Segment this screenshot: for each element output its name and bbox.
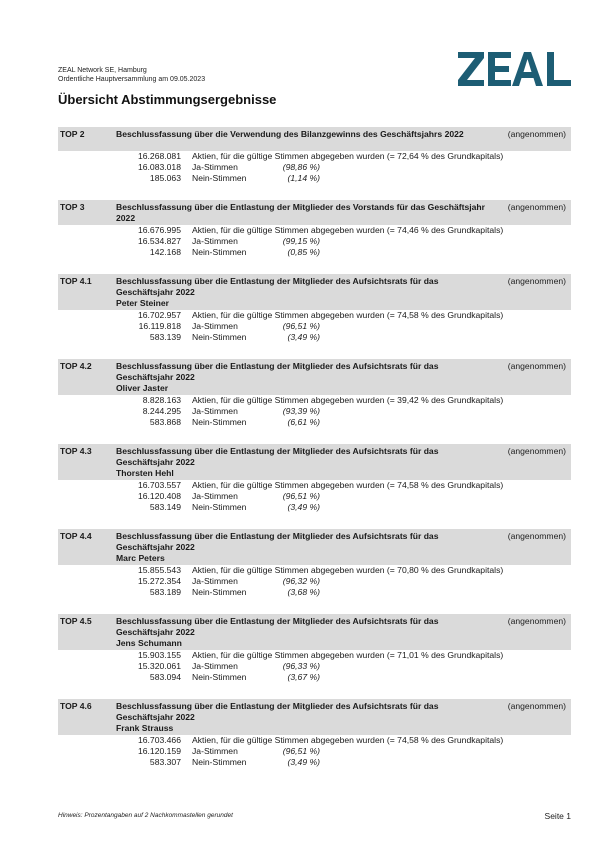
voting-results-list xyxy=(58,127,571,768)
zeal-logo xyxy=(458,52,571,86)
meeting-line: Ordentliche Hauptversammlung am 09.05.2023 xyxy=(58,75,206,83)
shares-count: 16.703.466 xyxy=(137,735,181,745)
shares-row xyxy=(58,650,571,661)
agenda-item xyxy=(58,444,571,513)
yes-votes-row xyxy=(58,236,571,247)
page-number: Seite 1 xyxy=(544,811,571,821)
shares-count: 15.903.155 xyxy=(137,650,181,660)
no-votes-percent: (1,14 %) xyxy=(287,173,320,183)
shares-description: Aktien, für die gültige Stimmen abgegeben wurden (= 74,46 % des Grundkapitals) xyxy=(192,225,504,235)
agenda-item-header xyxy=(58,200,571,225)
agenda-subject xyxy=(116,201,486,224)
resolution-text: Beschlussfassung über die Entlastung der Mitglieder des Aufsichtsrats für das Geschäftsjahr 2022 xyxy=(116,701,439,722)
no-votes-percent: (3,49 %) xyxy=(287,502,320,512)
resolution-text: Beschlussfassung über die Entlastung der Mitglieder des Vorstands für das Geschäftsjahr 2022 xyxy=(116,202,485,223)
yes-votes-percent: (93,39 %) xyxy=(282,406,320,416)
agenda-item-header xyxy=(58,274,571,310)
no-votes-row xyxy=(58,173,571,184)
resolution-text: Beschlussfassung über die Entlastung der Mitglieder des Aufsichtsrats für das Geschäftsjahr 2022 xyxy=(116,361,439,382)
resolution-text: Beschlussfassung über die Entlastung der Mitglieder des Aufsichtsrats für das Geschäftsjahr 2022 xyxy=(116,446,439,467)
agenda-item-header xyxy=(58,127,571,151)
no-votes-percent: (6,61 %) xyxy=(287,417,320,427)
yes-votes-percent: (96,33 %) xyxy=(282,661,320,671)
yes-votes-count: 16.120.408 xyxy=(137,491,181,501)
no-votes-count: 583.189 xyxy=(149,587,181,597)
yes-votes-label: Ja-Stimmen xyxy=(192,576,238,586)
agenda-item-header xyxy=(58,529,571,565)
document-header xyxy=(58,67,205,84)
no-votes-row xyxy=(58,502,571,513)
resolution-text: Beschlussfassung über die Entlastung der Mitglieder des Aufsichtsrats für das Geschäftsjahr 2022 xyxy=(116,276,439,297)
agenda-item-header xyxy=(58,444,571,480)
yes-votes-count: 16.120.159 xyxy=(137,746,181,756)
yes-votes-count: 15.272.354 xyxy=(137,576,181,586)
board-member-name: Oliver Jaster xyxy=(116,383,169,393)
agenda-number: TOP 4.6 xyxy=(60,701,92,711)
yes-votes-label: Ja-Stimmen xyxy=(192,236,238,246)
shares-count: 8.828.163 xyxy=(142,395,181,405)
agenda-subject xyxy=(116,700,486,734)
no-votes-count: 583.307 xyxy=(149,757,181,767)
yes-votes-row xyxy=(58,491,571,502)
shares-count: 16.703.557 xyxy=(137,480,181,490)
resolution-status: (angenommen) xyxy=(507,129,566,139)
yes-votes-percent: (96,32 %) xyxy=(282,576,320,586)
yes-votes-percent: (96,51 %) xyxy=(282,321,320,331)
footer-note: Hinweis: Prozentangaben auf 2 Nachkommastellen gerundet xyxy=(58,812,233,819)
shares-count: 16.676.995 xyxy=(137,225,181,235)
board-member-name: Thorsten Hehl xyxy=(116,468,174,478)
no-votes-count: 583.139 xyxy=(149,332,181,342)
agenda-item-header xyxy=(58,359,571,395)
no-votes-percent: (3,67 %) xyxy=(287,672,320,682)
agenda-subject xyxy=(116,360,486,394)
no-votes-row xyxy=(58,247,571,258)
shares-description: Aktien, für die gültige Stimmen abgegeben wurden (= 70,80 % des Grundkapitals) xyxy=(192,565,504,575)
shares-row xyxy=(58,151,571,162)
yes-votes-percent: (99,15 %) xyxy=(282,236,320,246)
shares-description: Aktien, für die gültige Stimmen abgegeben wurden (= 71,01 % des Grundkapitals) xyxy=(192,650,504,660)
no-votes-label: Nein-Stimmen xyxy=(192,587,247,597)
yes-votes-label: Ja-Stimmen xyxy=(192,406,238,416)
yes-votes-row xyxy=(58,661,571,672)
shares-description: Aktien, für die gültige Stimmen abgegeben wurden (= 72,64 % des Grundkapitals) xyxy=(192,151,504,161)
yes-votes-row xyxy=(58,746,571,757)
resolution-text: Beschlussfassung über die Entlastung der Mitglieder des Aufsichtsrats für das Geschäftsjahr 2022 xyxy=(116,616,439,637)
shares-row xyxy=(58,735,571,746)
no-votes-row xyxy=(58,587,571,598)
agenda-item-header xyxy=(58,614,571,650)
no-votes-count: 583.149 xyxy=(149,502,181,512)
agenda-subject xyxy=(116,530,486,564)
yes-votes-count: 16.119.818 xyxy=(138,321,181,331)
agenda-number: TOP 4.1 xyxy=(60,276,92,286)
agenda-subject xyxy=(116,275,486,309)
board-member-name: Jens Schumann xyxy=(116,638,182,648)
company-line: ZEAL Network SE, Hamburg xyxy=(58,67,147,74)
yes-votes-count: 16.534.827 xyxy=(137,236,181,246)
yes-votes-label: Ja-Stimmen xyxy=(192,321,238,331)
no-votes-percent: (3,49 %) xyxy=(287,757,320,767)
resolution-status: (angenommen) xyxy=(507,531,566,541)
agenda-number: TOP 3 xyxy=(60,202,85,212)
agenda-item xyxy=(58,529,571,598)
resolution-status: (angenommen) xyxy=(507,202,566,212)
board-member-name: Marc Peters xyxy=(116,553,165,563)
no-votes-row xyxy=(58,417,571,428)
yes-votes-label: Ja-Stimmen xyxy=(192,491,238,501)
shares-row xyxy=(58,310,571,321)
no-votes-label: Nein-Stimmen xyxy=(192,502,247,512)
no-votes-percent: (3,68 %) xyxy=(287,587,320,597)
no-votes-label: Nein-Stimmen xyxy=(192,173,247,183)
yes-votes-count: 8.244.295 xyxy=(142,406,181,416)
agenda-subject xyxy=(116,445,486,479)
shares-description: Aktien, für die gültige Stimmen abgegeben wurden (= 74,58 % des Grundkapitals) xyxy=(192,735,504,745)
agenda-item xyxy=(58,127,571,184)
resolution-text: Beschlussfassung über die Verwendung des Bilanzgewinns des Geschäftsjahrs 2022 xyxy=(116,129,464,139)
yes-votes-percent: (98,86 %) xyxy=(282,162,320,172)
no-votes-label: Nein-Stimmen xyxy=(192,247,247,257)
yes-votes-row xyxy=(58,406,571,417)
resolution-status: (angenommen) xyxy=(507,361,566,371)
yes-votes-label: Ja-Stimmen xyxy=(192,746,238,756)
no-votes-count: 185.063 xyxy=(149,173,181,183)
agenda-number: TOP 4.4 xyxy=(60,531,92,541)
no-votes-row xyxy=(58,757,571,768)
agenda-subject xyxy=(116,615,486,649)
agenda-number: TOP 4.2 xyxy=(60,361,92,371)
yes-votes-count: 16.083.018 xyxy=(137,162,181,172)
agenda-item xyxy=(58,274,571,343)
shares-count: 15.855.543 xyxy=(137,565,181,575)
agenda-number: TOP 2 xyxy=(60,129,85,139)
shares-row xyxy=(58,395,571,406)
resolution-status: (angenommen) xyxy=(507,616,566,626)
shares-count: 16.702.957 xyxy=(137,310,181,320)
shares-description: Aktien, für die gültige Stimmen abgegeben wurden (= 74,58 % des Grundkapitals) xyxy=(192,480,504,490)
yes-votes-label: Ja-Stimmen xyxy=(192,162,238,172)
yes-votes-row xyxy=(58,321,571,332)
agenda-item xyxy=(58,699,571,768)
no-votes-count: 583.868 xyxy=(149,417,181,427)
shares-row xyxy=(58,565,571,576)
no-votes-count: 142.168 xyxy=(149,247,181,257)
shares-count: 16.268.081 xyxy=(137,151,181,161)
resolution-text: Beschlussfassung über die Entlastung der Mitglieder des Aufsichtsrats für das Geschäftsjahr 2022 xyxy=(116,531,439,552)
agenda-number: TOP 4.5 xyxy=(60,616,92,626)
no-votes-percent: (0,85 %) xyxy=(287,247,320,257)
shares-description: Aktien, für die gültige Stimmen abgegeben wurden (= 39,42 % des Grundkapitals) xyxy=(192,395,504,405)
agenda-item xyxy=(58,614,571,683)
no-votes-row xyxy=(58,332,571,343)
page-title: Übersicht Abstimmungsergebnisse xyxy=(58,92,277,107)
resolution-status: (angenommen) xyxy=(507,276,566,286)
resolution-status: (angenommen) xyxy=(507,701,566,711)
shares-row xyxy=(58,480,571,491)
no-votes-label: Nein-Stimmen xyxy=(192,672,247,682)
yes-votes-row xyxy=(58,162,571,173)
board-member-name: Peter Steiner xyxy=(116,298,170,308)
agenda-number: TOP 4.3 xyxy=(60,446,92,456)
yes-votes-label: Ja-Stimmen xyxy=(192,661,238,671)
board-member-name: Frank Strauss xyxy=(116,723,174,733)
no-votes-percent: (3,49 %) xyxy=(287,332,320,342)
agenda-item xyxy=(58,200,571,258)
agenda-item xyxy=(58,359,571,428)
no-votes-label: Nein-Stimmen xyxy=(192,332,247,342)
yes-votes-percent: (96,51 %) xyxy=(282,746,320,756)
shares-description: Aktien, für die gültige Stimmen abgegeben wurden (= 74,58 % des Grundkapitals) xyxy=(192,310,504,320)
agenda-item-header xyxy=(58,699,571,735)
no-votes-label: Nein-Stimmen xyxy=(192,417,247,427)
shares-row xyxy=(58,225,571,236)
no-votes-label: Nein-Stimmen xyxy=(192,757,247,767)
resolution-status: (angenommen) xyxy=(507,446,566,456)
no-votes-row xyxy=(58,672,571,683)
agenda-subject xyxy=(116,128,486,140)
yes-votes-count: 15.320.061 xyxy=(137,661,181,671)
no-votes-count: 583.094 xyxy=(149,672,181,682)
yes-votes-row xyxy=(58,576,571,587)
yes-votes-percent: (96,51 %) xyxy=(282,491,320,501)
